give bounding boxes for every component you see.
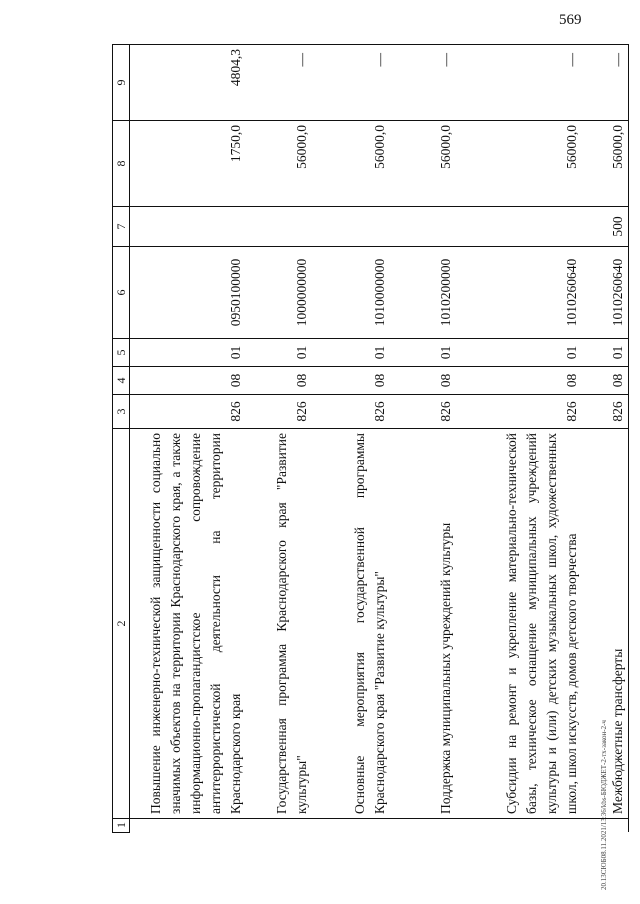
amount-col9-cell: — <box>456 45 582 121</box>
target-article-cell: 1010260640 <box>456 247 582 339</box>
table-row <box>130 45 247 833</box>
target-article-cell: 1010260640 <box>582 247 629 339</box>
department-code-cell: 826 <box>456 395 582 429</box>
section-code-cell: 08 <box>582 367 629 395</box>
row-number-cell <box>390 819 456 833</box>
amount-col8-cell: 1750,0 <box>130 121 247 207</box>
amount-col8-cell: 56000,0 <box>246 121 312 207</box>
item-name-cell: Субсидии на ремонт и укрепление материально-технической базы, техническое оснащение муниципальных учреждений культуры и (или) детских музыкальных школ, художественных школ, школ искусств, домов детского творчества <box>456 429 582 819</box>
col-header-6: 6 <box>113 247 130 339</box>
item-name-cell: Повышение инженерно-технической защищенности социально значимых объектов на территории Краснодарского края, а также информационно-пропагандистское сопровождение антитеррористической деятельности на территории Краснодарского края <box>130 429 247 819</box>
budget-table <box>112 44 629 833</box>
table-row <box>456 45 582 833</box>
amount-col9-cell: 4804,3 <box>130 45 247 121</box>
item-name-cell: Основные мероприятия государственной программы Краснодарского края "Развитие культуры" <box>312 429 390 819</box>
expense-type-cell <box>130 207 247 247</box>
target-article-cell: 0950100000 <box>130 247 247 339</box>
department-code-cell: 826 <box>246 395 312 429</box>
table-row <box>390 45 456 833</box>
table-row <box>246 45 312 833</box>
department-code-cell: 826 <box>390 395 456 429</box>
section-code-cell: 08 <box>456 367 582 395</box>
department-code-cell: 826 <box>582 395 629 429</box>
section-code-cell: 08 <box>312 367 390 395</box>
target-article-cell: 1000000000 <box>246 247 312 339</box>
col-header-4: 4 <box>113 367 130 395</box>
subsection-code-cell: 01 <box>456 339 582 367</box>
col-header-7: 7 <box>113 207 130 247</box>
amount-col8-cell: 56000,0 <box>582 121 629 207</box>
expense-type-cell <box>312 207 390 247</box>
amount-col9-cell: — <box>582 45 629 121</box>
target-article-cell: 1010000000 <box>312 247 390 339</box>
col-header-3: 3 <box>113 395 130 429</box>
amount-col9-cell: — <box>312 45 390 121</box>
subsection-code-cell: 01 <box>246 339 312 367</box>
col-header-8: 8 <box>113 121 130 207</box>
subsection-code-cell: 01 <box>130 339 247 367</box>
row-number-cell <box>456 819 582 833</box>
table-row <box>582 45 629 833</box>
department-code-cell: 826 <box>312 395 390 429</box>
page-number: 569 <box>559 12 582 28</box>
section-code-cell: 08 <box>390 367 456 395</box>
target-article-cell: 1010200000 <box>390 247 456 339</box>
header-row <box>113 45 130 833</box>
row-number-cell <box>312 819 390 833</box>
item-name-cell: Поддержка муниципальных учреждений культуры <box>390 429 456 819</box>
table-row <box>312 45 390 833</box>
item-name-cell: Государственная программа Краснодарского края "Развитие культуры" <box>246 429 312 819</box>
subsection-code-cell: 01 <box>312 339 390 367</box>
amount-col9-cell: — <box>246 45 312 121</box>
col-header-9: 9 <box>113 45 130 121</box>
col-header-1: 1 <box>113 819 130 833</box>
footer-code: 20.13СЮБ08.11.2021/13:36/kbs-БЮДЖЕТ-2-тх-закон-2-ч <box>600 720 608 890</box>
expense-type-cell <box>246 207 312 247</box>
row-number-cell <box>246 819 312 833</box>
section-code-cell: 08 <box>130 367 247 395</box>
item-name-cell: Межбюджетные трансферты <box>582 429 629 819</box>
expense-type-cell: 500 <box>582 207 629 247</box>
amount-col8-cell: 56000,0 <box>312 121 390 207</box>
amount-col9-cell: — <box>390 45 456 121</box>
row-number-cell <box>582 819 629 833</box>
expense-type-cell <box>390 207 456 247</box>
amount-col8-cell: 56000,0 <box>390 121 456 207</box>
section-code-cell: 08 <box>246 367 312 395</box>
department-code-cell: 826 <box>130 395 247 429</box>
expense-type-cell <box>456 207 582 247</box>
subsection-code-cell: 01 <box>582 339 629 367</box>
amount-col8-cell: 56000,0 <box>456 121 582 207</box>
col-header-2: 2 <box>113 429 130 819</box>
col-header-5: 5 <box>113 339 130 367</box>
subsection-code-cell: 01 <box>390 339 456 367</box>
row-number-cell <box>130 819 247 833</box>
